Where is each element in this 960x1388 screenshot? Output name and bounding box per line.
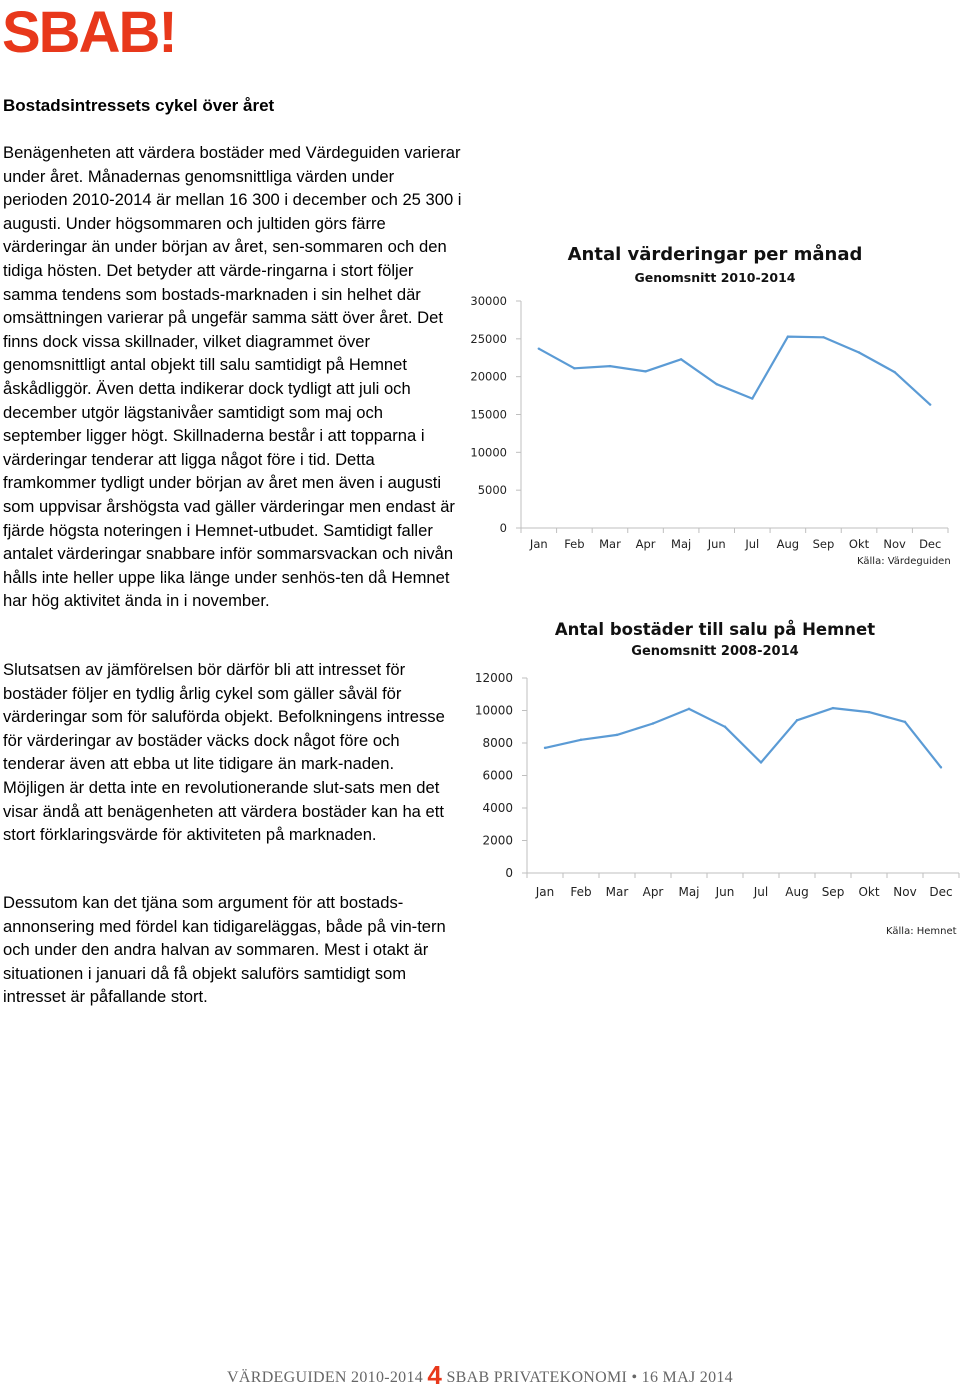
data-point <box>609 365 611 367</box>
y-tick-label: 10000 <box>474 703 513 718</box>
data-point <box>893 371 895 373</box>
y-tick-label: 12000 <box>474 671 513 685</box>
x-tick-label: Jan <box>535 885 555 899</box>
x-tick-label: Jun <box>715 885 735 899</box>
data-point <box>929 403 931 405</box>
paragraph-1: Benägenheten att värdera bostäder med Värdeguiden varierar under året. Månadernas genomsnittliga värden under perioden 2010-2014 är mellan 16 300 i december och 25 300 i augusti. Under högsommaren och jultiden görs färre värderingar än under början av året, sen-sommaren och den tidiga hösten. Det betyder att värde-ringarna i stort följer samma tendens som bostads-marknaden i sin helhet där omsättningen varierar på ungefär samma sätt över året. Det finns dock vissa skillnader, vilket diagrammet över genomsnittligt antal objekt till salu samtidigt på Hemnet åskådliggör. Även detta indikerar dock tydligt att juli och december utgör lägstanivåer samtidigt som maj och september ligger högt. Skillnaderna består i att topparna i värderingar tenderar att ligga något före i tid. Detta framkommer tydligt under början av året men även i augusti som uppvisar årshögsta vad gäller värderingar men endast är fjärde högsta noteringen i Hemnet-utbudet. Samtidigt faller antalet värderingar snabbare inför sommarsvackan och nivån hålls inte heller uppe lika länge under senhös-ten då Hemnet har hög aktivitet ända in i november. <box>3 143 462 611</box>
data-point <box>573 367 575 369</box>
x-tick-label: Feb <box>564 537 585 551</box>
data-point <box>904 721 906 723</box>
data-point <box>680 358 682 360</box>
chart-source: Källa: Värdeguiden <box>857 556 951 567</box>
y-tick-label: 25000 <box>470 331 507 346</box>
x-tick-label: Okt <box>848 537 870 551</box>
chart-source: Källa: Hemnet <box>886 926 957 937</box>
page-footer <box>0 1360 960 1388</box>
series-line <box>545 708 941 767</box>
x-tick-label: Maj <box>678 885 700 899</box>
x-tick-label: Jul <box>745 537 760 551</box>
data-point <box>688 708 690 710</box>
sbab-logo: SBAB! <box>2 0 176 65</box>
x-tick-label: Sep <box>821 885 845 899</box>
data-point <box>858 351 860 353</box>
data-point <box>616 734 618 736</box>
x-tick-label: Aug <box>776 537 800 551</box>
chart-title: Antal bostäder till salu på Hemnet <box>554 620 876 639</box>
chart-valuations <box>470 238 960 578</box>
y-tick-label: 20000 <box>470 369 507 384</box>
y-tick-label: 4000 <box>482 801 513 815</box>
series-line <box>539 337 930 405</box>
chart-plot <box>470 612 960 942</box>
page-number: 4 <box>427 1360 443 1388</box>
x-tick-label: Jan <box>529 537 548 551</box>
x-tick-label: Maj <box>671 537 692 551</box>
x-tick-label: Jul <box>753 885 769 899</box>
footer-left: VÄRDEGUIDEN 2010-2014 <box>227 1369 424 1386</box>
data-point <box>724 726 726 728</box>
x-tick-label: Nov <box>893 885 917 899</box>
data-point <box>544 747 546 749</box>
paragraph-2: Slutsatsen av jämförelsen bör därför bli att intresset för bostäder följer en tydlig årlig cykel som gäller såväl för värderingar som för saluförda objekt. Befolkningens intresse för värderingar av bostäder väcks dock något före och tenderar även att ebba ut lite tidigare än mark-naden. Möjligen är detta inte en revolutionerande slut-sats men det visar ändå att benägenheten att värdera bostäder kan ha ett stort förklaringsvärde för aktiviteten på marknaden. <box>3 660 445 845</box>
x-tick-label: Dec <box>929 885 953 899</box>
data-point <box>716 383 718 385</box>
footer-right: SBAB PRIVATEKONOMI • 16 MAJ 2014 <box>446 1369 733 1386</box>
x-tick-label: Jun <box>707 537 726 551</box>
data-point <box>868 711 870 713</box>
data-point <box>644 370 646 372</box>
y-tick-label: 0 <box>505 866 513 880</box>
y-tick-label: 5000 <box>477 483 507 498</box>
chart-hemnet-listings <box>470 612 960 942</box>
page-heading: Bostadsintressets cykel över året <box>3 96 275 115</box>
x-tick-label: Apr <box>642 885 664 899</box>
x-tick-label: Mar <box>605 885 629 899</box>
x-tick-label: Dec <box>919 537 942 551</box>
x-tick-label: Apr <box>635 537 656 551</box>
paragraph-3: Dessutom kan det tjäna som argument för att bostads-annonsering med fördel kan tidigareläggas, både på vin-tern och under den andra halvan av sommaren. Mest i otakt är situationen i januari då få objekt saluförs samtidigt som intresset är påfallande stort. <box>3 893 446 1007</box>
data-point <box>652 722 654 724</box>
y-tick-label: 0 <box>499 521 507 535</box>
data-point <box>796 719 798 721</box>
y-tick-label: 8000 <box>482 736 513 750</box>
data-point <box>538 347 540 349</box>
x-tick-label: Aug <box>785 885 809 899</box>
data-point <box>751 397 753 399</box>
data-point <box>787 335 789 337</box>
y-tick-label: 10000 <box>470 445 507 460</box>
chart-subtitle: Genomsnitt 2010-2014 <box>634 270 796 285</box>
data-point <box>832 707 834 709</box>
data-point <box>940 766 942 768</box>
x-tick-label: Okt <box>858 885 880 899</box>
y-tick-label: 6000 <box>482 768 513 783</box>
data-point <box>760 761 762 763</box>
chart-plot <box>470 238 960 578</box>
x-tick-label: Sep <box>812 537 835 551</box>
chart-title: Antal värderingar per månad <box>567 244 863 265</box>
x-tick-label: Feb <box>570 885 592 899</box>
chart-subtitle: Genomsnitt 2008-2014 <box>631 644 799 659</box>
data-point <box>822 336 824 338</box>
data-point <box>580 739 582 741</box>
x-tick-label: Nov <box>883 537 906 551</box>
x-tick-label: Mar <box>599 537 621 551</box>
y-tick-label: 15000 <box>470 407 507 422</box>
y-tick-label: 30000 <box>470 294 507 308</box>
y-tick-label: 2000 <box>482 833 513 848</box>
